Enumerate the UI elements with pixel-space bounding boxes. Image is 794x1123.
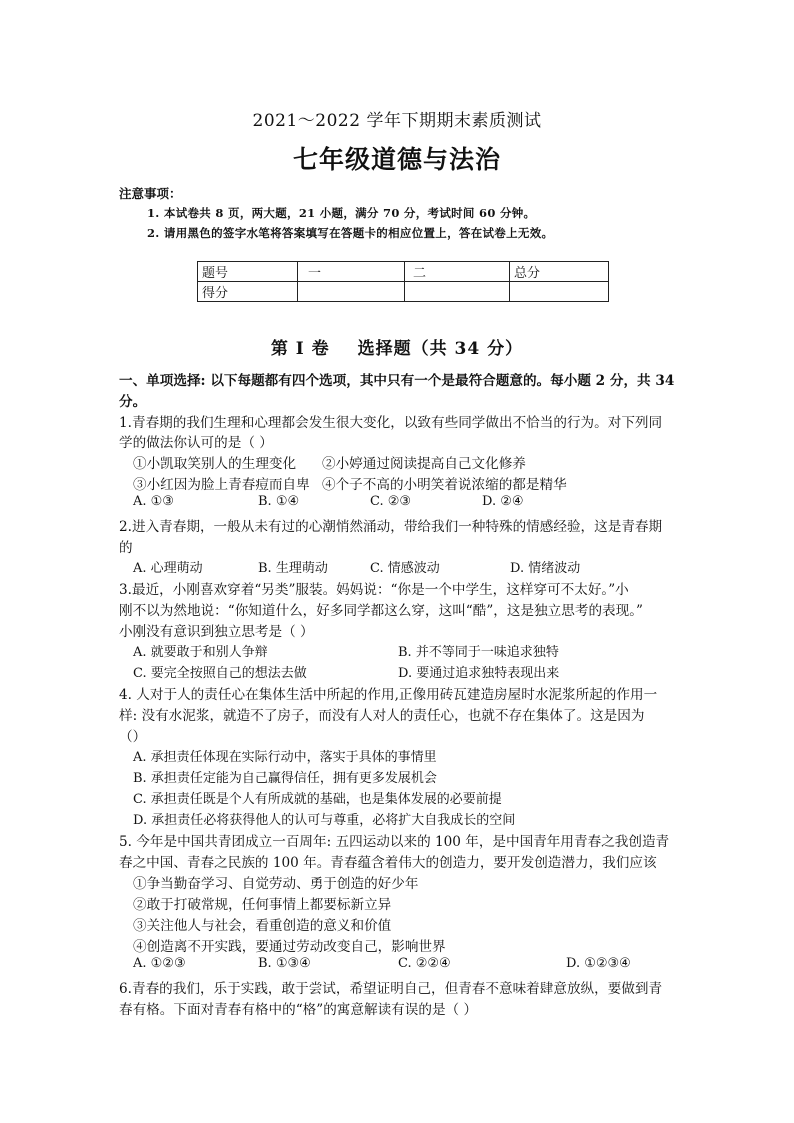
question-5-statement: ③关注他人与社会，看重创造的意义和价值 xyxy=(133,918,392,934)
section-title-part2: 选择题（共 34 分） xyxy=(357,339,524,359)
score-table-row xyxy=(198,262,609,282)
score-table-cell: 二 xyxy=(405,262,510,282)
notice-title: 注意事项： xyxy=(119,186,182,201)
question-5-option-b: B. ①③④ xyxy=(258,956,311,971)
question-1-option-b: B. ①④ xyxy=(258,494,300,509)
score-table xyxy=(197,261,609,302)
question-5-option-a: A. ①②③ xyxy=(133,956,186,971)
question-4-stem: 4. 人对于人的责任心在集体生活中所起的作用,正像用砖瓦建造房屋时水泥浆所起的作用一 xyxy=(119,687,658,703)
score-table-cell: 得分 xyxy=(198,282,298,302)
notice-item-1: 1. 本试卷共 8 页，两大题，21 小题，满分 70 分，考试时间 60 分钟。 xyxy=(147,206,536,220)
question-6-stem: 春有格。下面对青春有格中的“格”的寓意解读有误的是（ ） xyxy=(119,1002,478,1018)
question-6-stem: 6.青春的我们，乐于实践，敢于尝试，希望证明自己，但青春不意味着肆意放纵，要做到青 xyxy=(119,981,663,997)
subject-title: 七年级道德与法治 xyxy=(292,145,501,174)
section-title xyxy=(0,334,794,359)
score-table-cell: 一 xyxy=(298,262,405,282)
section-instruction: 分。 xyxy=(119,394,147,410)
question-3-option-c: C. 要完全按照自己的想法去做 xyxy=(133,666,307,681)
question-3-stem: 3.最近，小刚喜欢穿着“另类”服装。妈妈说：“你是一个中学生，这样穿可不太好。”小 xyxy=(119,582,629,598)
score-table-cell xyxy=(405,282,510,302)
question-5-stem: 春之中国、青春之民族的 100 年。青春蕴含着伟大的创造力，要开发创造潜力，我们应该 xyxy=(119,855,657,871)
score-table-cell: 总分 xyxy=(510,262,609,282)
question-1-option-c: C. ②③ xyxy=(370,494,412,509)
question-2-option-c: C. 情感波动 xyxy=(370,561,440,576)
question-4-option-d: D. 承担责任必将获得他人的认可与尊重，必将扩大自我成长的空间 xyxy=(133,813,516,828)
question-1-stem: 1.青春期的我们生理和心理都会发生很大变化，以致有些同学做出不恰当的行为。对下列同 xyxy=(119,415,663,431)
question-1-option-a: A. ①③ xyxy=(133,494,174,509)
question-4-option-b: B. 承担责任定能为自己赢得信任，拥有更多发展机会 xyxy=(133,771,437,786)
score-table-cell xyxy=(298,282,405,302)
question-1-statement: ④个子不高的小明笑着说浓缩的都是精华 xyxy=(322,477,567,493)
question-1-statement: ②小婷通过阅读提高自己文化修养 xyxy=(322,456,526,472)
question-2-stem: 的 xyxy=(119,540,133,556)
question-5-option-d: D. ①②③④ xyxy=(566,956,631,971)
exam-title: 2021～2022 学年下期期末素质测试 xyxy=(252,111,542,131)
question-1-option-d: D. ②④ xyxy=(482,494,524,509)
question-4-stem: （） xyxy=(119,729,147,745)
score-table-row xyxy=(198,282,609,302)
question-3-option-b: B. 并不等同于一味追求独特 xyxy=(398,645,559,660)
question-4-option-a: A. 承担责任体现在实际行动中，落实于具体的事情里 xyxy=(133,750,437,765)
score-table-cell: 题号 xyxy=(198,262,298,282)
question-2-option-a: A. 心理萌动 xyxy=(133,561,203,576)
question-1-stem: 学的做法你认可的是（ ） xyxy=(119,435,273,451)
question-4-stem: 样: 没有水泥浆，就造不了房子，而没有人对人的责任心，也就不存在集体了。这是因为 xyxy=(119,708,645,724)
question-3-stem: 小刚没有意识到独立思考是（ ） xyxy=(119,624,314,640)
question-5-statement: ②敢于打破常规，任何事情上都要标新立异 xyxy=(133,897,392,913)
question-5-statement: ①争当勤奋学习、自觉劳动、勇于创造的好少年 xyxy=(133,876,419,892)
question-3-option-d: D. 要通过追求独特表现出来 xyxy=(398,666,560,681)
question-3-stem: 刚不以为然地说：“你知道什么，好多同学都这么穿，这叫“酷”，这是独立思考的表现。” xyxy=(119,603,643,619)
section-instruction: 一、单项选择: 以下每题都有四个选项，其中只有一个是最符合题意的。每小题 2 分，共 34 xyxy=(119,373,675,389)
question-1-statement: ③小红因为脸上青春痘而自卑 xyxy=(133,477,310,493)
question-5-stem: 5. 今年是中国共青团成立一百周年: 五四运动以来的 100 年，是中国青年用青春之我创造青 xyxy=(119,834,670,850)
question-5-option-c: C. ②②④ xyxy=(398,956,451,971)
question-2-stem: 2.进入青春期，一般从未有过的心潮悄然涌动，带给我们一种特殊的情感经验，这是青春期 xyxy=(119,519,663,535)
notice-item-2: 2. 请用黑色的签字水笔将答案填写在答题卡的相应位置上，答在试卷上无效。 xyxy=(147,226,554,240)
question-5-statement: ④创造离不开实践，要通过劳动改变自己，影响世界 xyxy=(133,939,446,955)
question-2-option-d: D. 情绪波动 xyxy=(510,561,581,576)
section-title-part1: 第 I 卷 xyxy=(270,339,330,359)
question-3-option-a: A. 就要敢于和别人争辩 xyxy=(133,645,268,660)
question-2-option-b: B. 生理萌动 xyxy=(258,561,328,576)
question-1-statement: ①小凯取笑别人的生理变化 xyxy=(133,456,297,472)
question-4-option-c: C. 承担责任既是个人有所成就的基础，也是集体发展的必要前提 xyxy=(133,792,502,807)
score-table-cell xyxy=(510,282,609,302)
